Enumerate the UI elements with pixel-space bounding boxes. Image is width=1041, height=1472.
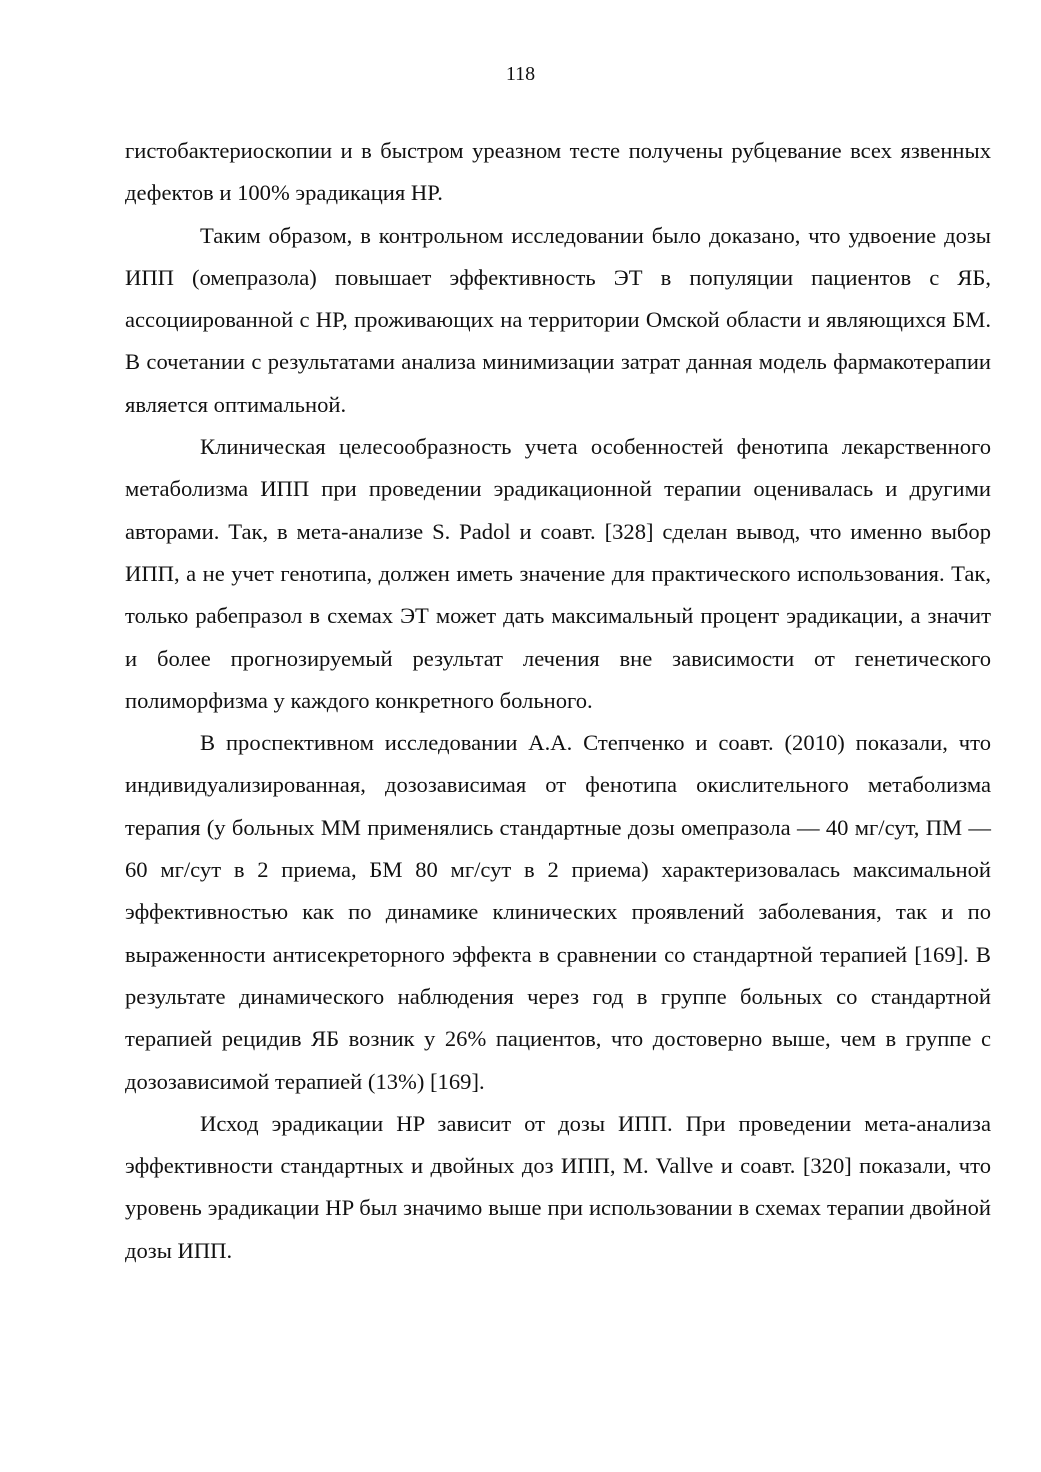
paragraph: Таким образом, в контрольном исследовании было доказано, что удвоение дозы ИПП (омепразола) повышает эффективность ЭТ в популяции пациентов с ЯБ, ассоциированной с HP, проживающих на территории Омской области и являющихся БМ. В сочетании с результатами анализа минимизации затрат данная модель фармакотерапии является оптимальной. [125,222,991,417]
paragraph: гистобактериоскопии и в быстром уреазном тесте получены рубцевание всех язвенных дефектов и 100% эрадикация HP. [125,138,991,206]
page-number: 118 [505,63,536,85]
paragraph: Клиническая целесообразность учета особенностей фенотипа лекарственного метаболизма ИПП при проведении эрадикационной терапии оценивалась и другими авторами. Так, в мета-анализе S. Padol и соавт. [328] сделан вывод, что именно выбор ИПП, а не учет генотипа, должен иметь значение для практического использования. Так, только рабепразол в схемах ЭТ может дать максимальный процент эрадикации, а значит и более прогнозируемый результат лечения вне зависимости от генетического полиморфизма у каждого конкретного больного. [125,434,991,713]
paragraph: Исход эрадикации HP зависит от дозы ИПП. При проведении мета-анализа эффективности стандартных и двойных доз ИПП, M. Vallve и соавт. [320] показали, что уровень эрадикации HP был значимо выше при использовании в схемах терапии двойной дозы ИПП. [125,1110,991,1263]
body-text [125,130,991,1272]
paragraph: В проспективном исследовании А.А. Степченко и соавт. (2010) показали, что индивидуализированная, дозозависимая от фенотипа окислительного метаболизма терапия (у больных ММ применялись стандартные дозы омепразола — 40 мг/сут, ПМ — 60 мг/сут в 2 приема, БМ 80 мг/сут в 2 приема) характеризовалась максимальной эффективностью как по динамике клинических проявлений заболевания, так и по выраженности антисекреторного эффекта в сравнении со стандартной терапией [169]. В результате динамического наблюдения через год в группе больных со стандартной терапией рецидив ЯБ возник у 26% пациентов, что достоверно выше, чем в группе с дозозависимой терапией (13%) [169]. [125,730,991,1094]
